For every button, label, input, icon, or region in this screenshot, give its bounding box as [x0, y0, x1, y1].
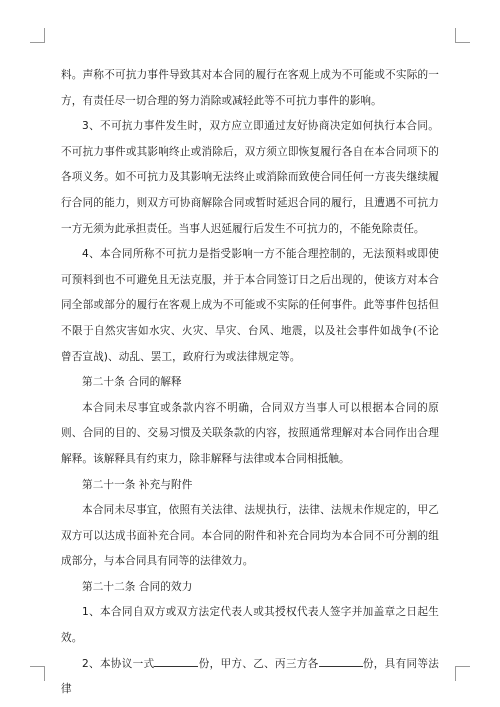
heading-article-21: 第二十一条 补充与附件 [82, 478, 193, 491]
paragraph-article-20: 本合同未尽事宜或条款内容不明确，合同双方当事人可以根据本合同的原则、合同的目的、交易习惯及关联条款的内容，按照通常理解对本合同作出合理解释。该解释具有约束力，除非解释与法律或本合同相抵触。 [61, 401, 439, 465]
heading-article-20: 第二十条 合同的解释 [82, 376, 182, 389]
copies-text-2: 份，甲方、乙、丙三方各 [198, 657, 319, 670]
copies-text-3: 份，具有同等法律 [61, 657, 439, 696]
paragraph-article-21: 本合同未尽事宜，依照有关法律、法规执行，法律、法规未作规定的，甲乙双方可以达成书面补充合同。本合同的附件和补充合同均为本合同不可分割的组成部分，与本合同具有同等的法律效力。 [61, 504, 439, 568]
crop-mark-bottom-right [455, 666, 470, 681]
blank-copies-each [319, 655, 363, 667]
document-body [61, 63, 439, 703]
crop-mark-bottom-left [30, 666, 45, 681]
paragraph-force-majeure-4: 4、本合同所称不可抗力是指受影响一方不能合理控制的，无法预料或即使可预料到也不可避免且无法克服，并于本合同签订日之后出现的，使该方对本合同全部或部分的履行在客观上成为不可能或不实际的任何事件。此等事件包括但不限于自然灾害如水灾、火灾、旱灾、台风、地震，以及社会事件如战争(不论曾否宣战)、动乱、罢工，政府行为或法律规定等。 [61, 248, 439, 363]
copies-text-1: 2、本协议一式 [82, 657, 155, 670]
paragraph-force-majeure-continuation: 料。声称不可抗力事件导致其对本合同的履行在客观上成为不可能或不实际的一方，有责任尽一切合理的努力消除或减轻此等不可抗力事件的影响。 [61, 69, 439, 107]
heading-article-22: 第二十二条 合同的效力 [82, 580, 193, 593]
crop-mark-top-right [455, 28, 470, 43]
paragraph-article-22-1: 1、本合同自双方或双方法定代表人或其授权代表人签字并加盖章之日起生效。 [61, 606, 439, 645]
paragraph-force-majeure-3: 3、不可抗力事件发生时，双方应立即通过友好协商决定如何执行本合同。不可抗力事件或其影响终止或消除后，双方须立即恢复履行各自在本合同项下的各项义务。如不可抗力及其影响无法终止或消除而致使合同任何一方丧失继续履行合同的能力，则双方可协商解除合同或暂时延迟合同的履行，且遭遇不可抗力一方无须为此承担责任。当事人迟延履行后发生不可抗力的，不能免除责任。 [61, 120, 439, 235]
crop-mark-top-left [30, 28, 45, 43]
blank-copies-total [154, 655, 198, 667]
paragraph-article-22-2 [61, 652, 439, 703]
